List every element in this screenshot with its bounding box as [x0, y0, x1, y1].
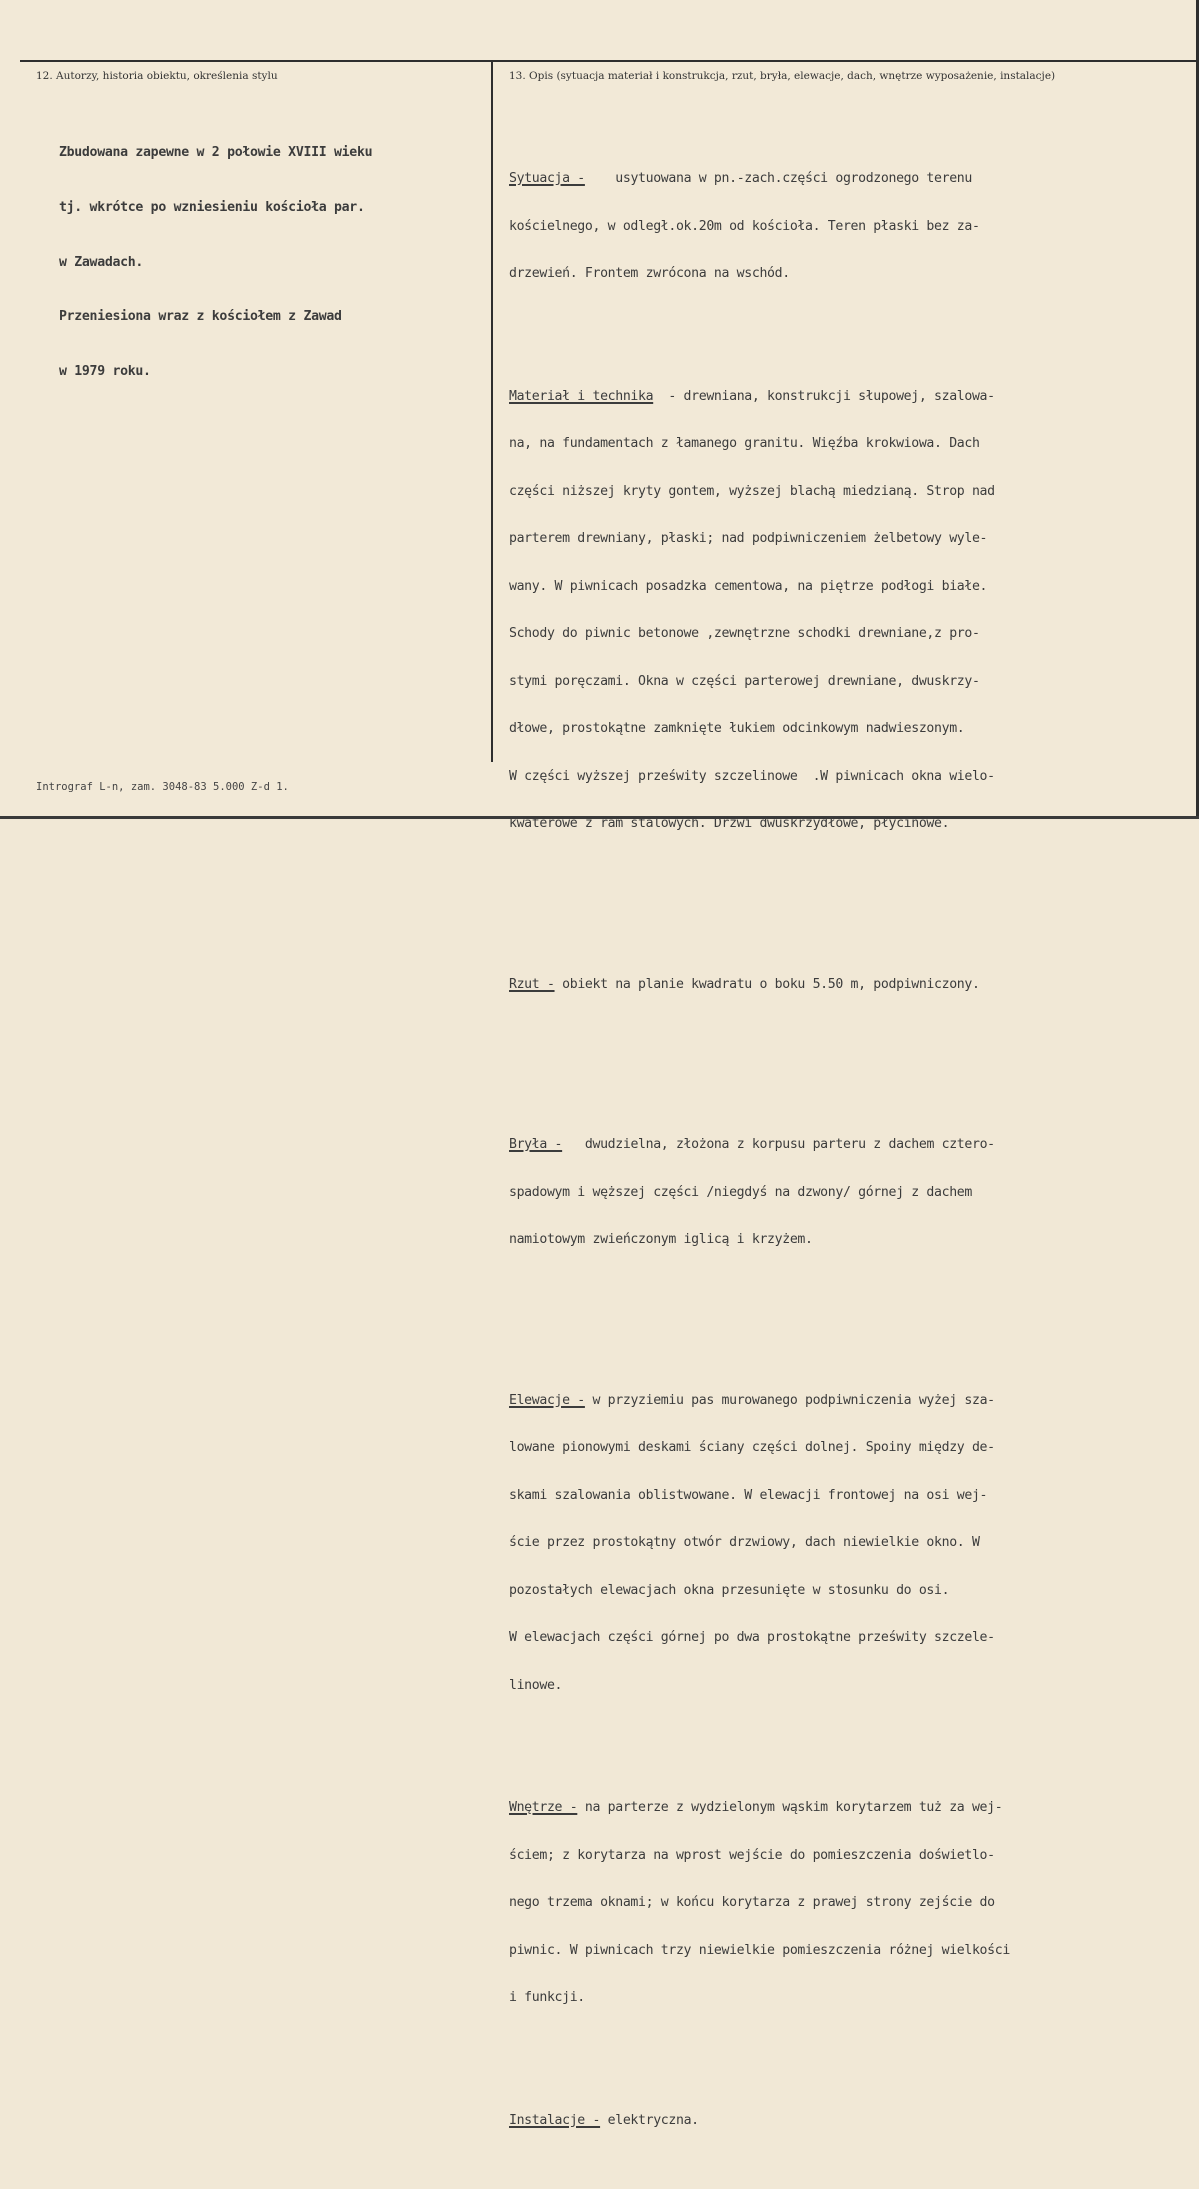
section-line: na, na fundamentach z łamanego granitu. Więźba krokwiowa. Dach — [509, 436, 980, 451]
section-line: - drewniana, konstrukcji słupowej, szalowa- — [653, 388, 995, 404]
printer-footer: Intrograf L-n, zam. 3048-83 5.000 Z-d 1. — [36, 781, 289, 793]
section-line: drzewień. Frontem zwrócona na wschód. — [509, 266, 790, 281]
section-12-header: 12. Autorzy, historia obiektu, określenia stylu — [36, 70, 278, 82]
history-text — [59, 107, 372, 418]
section-line: kwaterowe z ram stalowych. Drzwi dwuskrzydłowe, płycinowe. — [509, 816, 950, 831]
section-line: Schody do piwnic betonowe ,zewnętrzne schodki drewniane,z pro- — [509, 626, 980, 641]
section-line: skami szalowania oblistwowane. W elewacji frontowej na osi wej- — [509, 1487, 988, 1503]
section-line: piwnic. W piwnicach trzy niewielkie pomieszczenia różnej wielkości — [509, 1942, 1010, 1958]
section-rzut — [509, 946, 1169, 1024]
section-wnetrze — [509, 1769, 1169, 2037]
section-material — [509, 358, 1169, 863]
section-label: Materiał i technika — [509, 388, 654, 404]
history-line: Zbudowana zapewne w 2 połowie XVIII wieku — [59, 145, 373, 161]
section-instalacje — [509, 2082, 1169, 2160]
history-line: tj. wkrótce po wzniesieniu kościoła par. — [59, 199, 365, 215]
section-line: lowane pionowymi deskami ściany części dolnej. Spoiny między de- — [509, 1440, 995, 1455]
section-line: stymi poręczami. Okna w części parterowej drewniane, dwuskrzy- — [509, 673, 980, 689]
section-line: parterem drewniany, płaski; nad podpiwniczeniem żelbetowy wyle- — [509, 531, 988, 546]
section-line: na parterze z wydzielonym wąskim korytarzem tuż za wej- — [577, 1800, 1003, 1815]
section-label: Bryła - — [509, 1137, 563, 1152]
section-line: i funkcji. — [509, 1990, 585, 2005]
section-line: kościelnego, w odległ.ok.20m od kościoła. Teren płaski bez za- — [509, 218, 980, 234]
section-line: części niższej kryty gontem, wyższej blachą miedzianą. Strop nad — [509, 483, 995, 499]
section-line: pozostałych elewacjach okna przesunięte w stosunku do osi. — [509, 1582, 950, 1598]
section-13-header: 13. Opis (sytuacja materiał i konstrukcja, rzut, bryła, elewacje, dach, wnętrze wyposażenie, instalacje) — [509, 70, 1056, 82]
section-label: Rzut - — [509, 976, 555, 992]
section-line: W elewacjach części górnej po dwa prostokątne prześwity szczele- — [509, 1630, 995, 1645]
section-line: spadowym i węższej części /niegdyś na dzwony/ górnej z dachem — [509, 1184, 972, 1200]
section-line: usytuowana w pn.-zach.części ogrodzonego terenu — [584, 171, 972, 186]
section-line: dłowe, prostokątne zamknięte łukiem odcinkowym nadwieszonym. — [509, 721, 965, 736]
section-line: dwudzielna, złożona z korpusu parteru z dachem cztero- — [562, 1137, 995, 1152]
section-line: ście przez prostokątny otwór drzwiowy, dach niewielkie okno. W — [509, 1535, 980, 1550]
section-label: Instalacje - — [509, 2112, 601, 2128]
history-line: w 1979 roku. — [59, 363, 151, 379]
section-label: Elewacje - — [509, 1392, 585, 1408]
section-line: W części wyższej prześwity szczelinowe .W piwnicach okna wielo- — [509, 768, 995, 784]
history-line: w Zawadach. — [59, 254, 144, 270]
section-line: obiekt na planie kwadratu o boku 5.50 m, podpiwniczony. — [554, 976, 980, 992]
section-line: linowe. — [509, 1677, 563, 1693]
section-line: w przyziemiu pas murowanego podpiwniczenia wyżej sza- — [584, 1392, 995, 1408]
top-rule — [20, 60, 1199, 62]
section-line: elektryczna. — [600, 2112, 699, 2128]
section-line: wany. W piwnicach posadzka cementowa, na piętrze podłogi białe. — [509, 578, 988, 594]
history-line: Przeniesiona wraz z kościołem z Zawad — [59, 309, 342, 325]
column-divider — [491, 62, 493, 762]
section-label: Sytuacja - — [509, 171, 585, 186]
section-sytuacja — [509, 140, 1169, 313]
section-elewacje — [509, 1362, 1169, 1725]
section-line: ściem; z korytarza na wprost wejście do pomieszczenia doświetlo- — [509, 1847, 995, 1863]
section-bryla — [509, 1106, 1169, 1279]
section-line: nego trzema oknami; w końcu korytarza z prawej strony zejście do — [509, 1895, 995, 1910]
description-text — [509, 95, 1169, 2189]
section-line: namiotowym zwieńczonym iglicą i krzyżem. — [509, 1232, 813, 1247]
section-label: Wnętrze - — [509, 1800, 578, 1815]
